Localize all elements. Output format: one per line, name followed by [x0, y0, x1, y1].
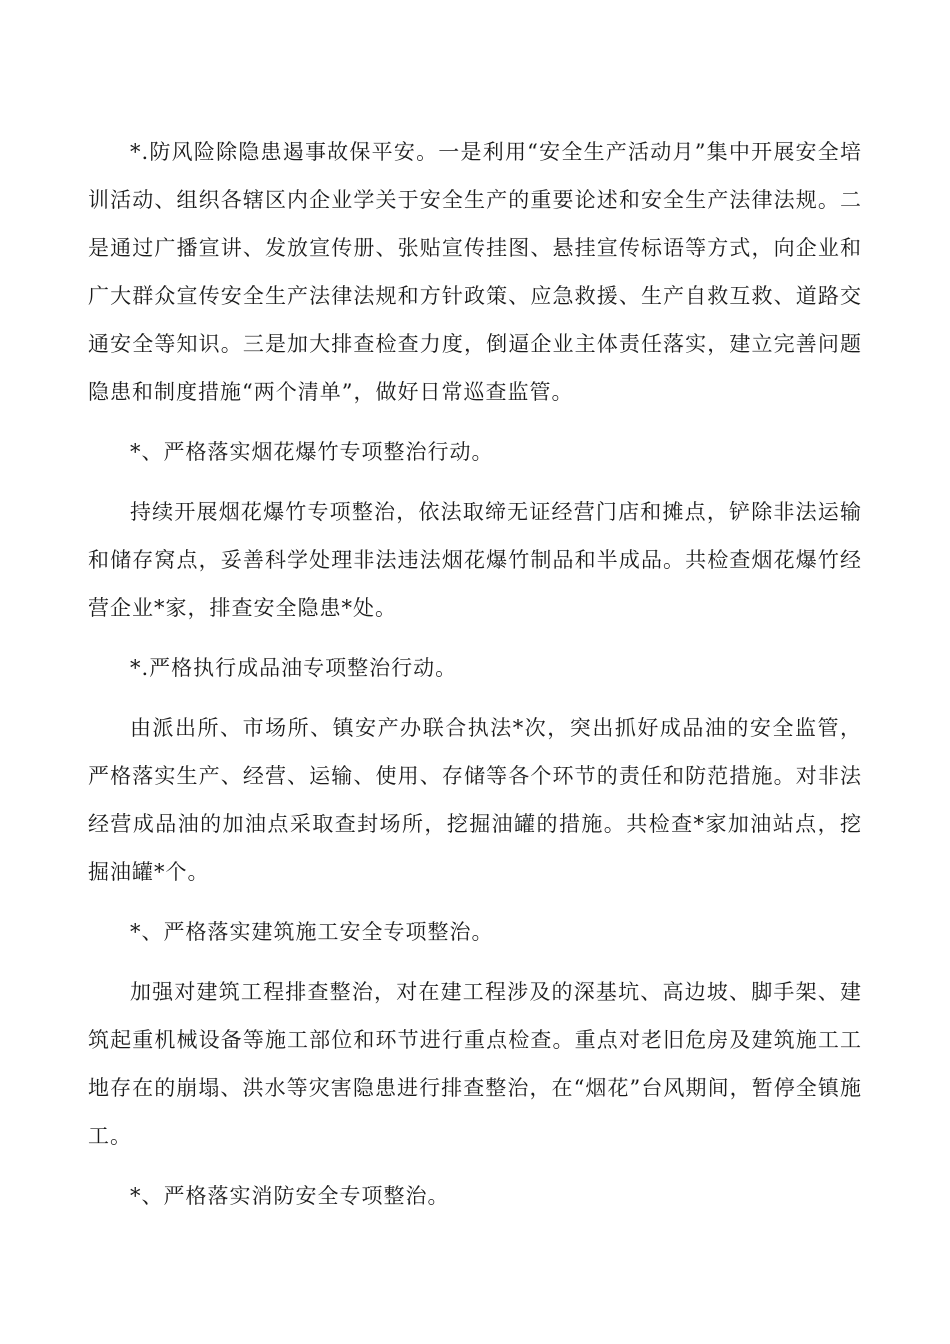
heading-fire-safety: *、严格落实消防安全专项整治。: [130, 1184, 450, 1208]
paragraph-risk-prevention: *.防风险除隐患遏事故保平安。一是利用“安全生产活动月”集中开展安全培训活动、组织各辖区内企业学关于安全生产的重要论述和安全生产法律法规。二是通过广播宣讲、发放宣传册、张贴宣传挂图、悬挂宣传标语等方式，向企业和广大群众宣传安全生产法律法规和方针政策、应急救援、生产自救互救、道路交通安全等知识。三是加大排查检查力度，倒逼企业主体责任落实，建立完善问题隐患和制度措施“两个清单”，做好日常巡查监管。: [88, 140, 862, 404]
document-body: [88, 128, 862, 1220]
paragraph-refined-oil: 由派出所、市场所、镇安产办联合执法*次，突出抓好成品油的安全监管，严格落实生产、经营、运输、使用、存储等各个环节的责任和防范措施。对非法经营成品油的加油点采取查封场所，挖掘油罐的措施。共检查*家加油站点，挖掘油罐*个。: [88, 716, 862, 884]
heading-fireworks: *、严格落实烟花爆竹专项整治行动。: [130, 440, 494, 464]
heading-refined-oil: *.严格执行成品油专项整治行动。: [130, 656, 458, 680]
heading-construction: *、严格落实建筑施工安全专项整治。: [130, 920, 494, 944]
paragraph-construction: 加强对建筑工程排查整治，对在建工程涉及的深基坑、高边坡、脚手架、建筑起重机械设备等施工部位和环节进行重点检查。重点对老旧危房及建筑施工工地存在的崩塌、洪水等灾害隐患进行排查整治，在“烟花”台风期间，暂停全镇施工。: [88, 980, 862, 1148]
paragraph-fireworks: 持续开展烟花爆竹专项整治，依法取缔无证经营门店和摊点，铲除非法运输和储存窝点，妥善科学处理非法违法烟花爆竹制品和半成品。共检查烟花爆竹经营企业*家，排查安全隐患*处。: [88, 500, 862, 620]
